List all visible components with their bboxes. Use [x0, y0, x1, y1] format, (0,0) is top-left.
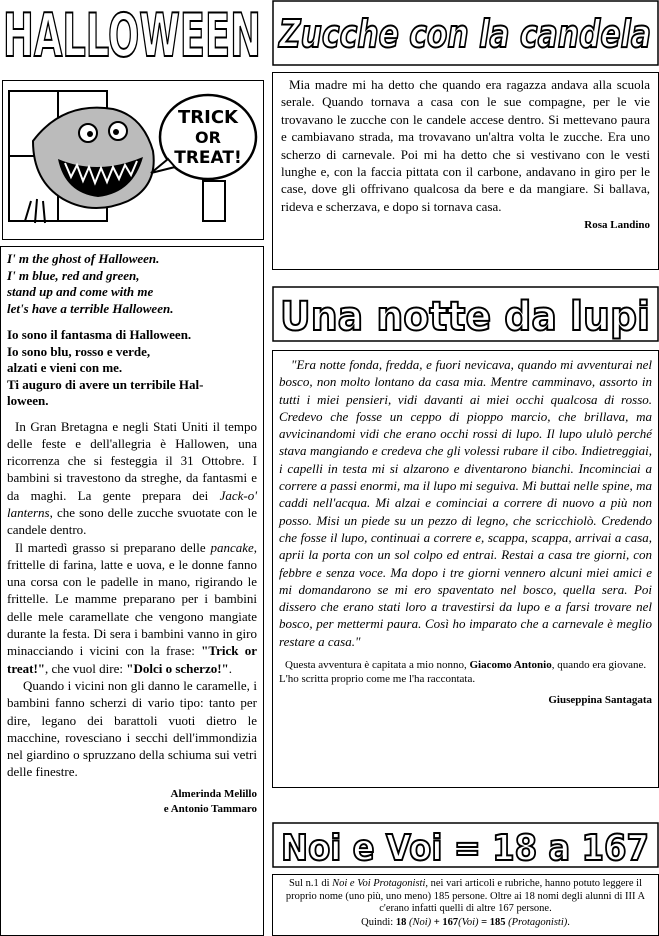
lupi-article — [272, 350, 659, 788]
poem-it-line: Io sono blu, rosso e verde, — [7, 343, 151, 359]
poem-it-line: alzati e vieni con me. — [7, 360, 123, 375]
poem-it-line: loween. — [7, 393, 49, 408]
paragraph-2: Il martedì grasso si preparano delle pancake, frittelle di farina, latte e uova, e le donne fanno una corsa con le padelle in mano, rigirando le frittelle. Le mamme preparano per i bambini delle mele caramellate che vengono mangiate durante la festa. Di sera i bambini vanno in giro minacciando i vicini con la frase: "Trick or treat!", che vuol dire: "Dolci o scherzo!". — [7, 539, 257, 676]
bubble-line3: TREAT! — [174, 148, 242, 168]
paragraph-3: Quando i vicini non gli danno le caramelle, i bambini fanno scherzi di vario tipo: tanto per dire, legano dei barattoli vuoti dietro le macchine, rovesciano i secchi dell'immondizia nel giardino o spruzzano della schiuma sui vetri delle finestre. — [7, 677, 257, 780]
monster-drawing — [3, 81, 263, 239]
zucche-text: Mia madre mi ha detto che quando era ragazza andava alla scuola serale. Quando tornava a casa con le sue compagne, per le vie trovavano le zucche con le candele accese dentro. Si mettevano paura e cambiavano strada, ma trovavano un'altra volta le zucche. Era uno scherzo di carnevale. Poi mi ha detto che si vestivano con le vesti lunghe e, con la faccia pittata con il carbone, andavano in giro per le case, dove gli offrivano qualcosa da bere e da mangiare. Si ballava, rideva e scherzava, e dopo si tornava casa. — [281, 77, 650, 214]
noievoi-formula: Quindi: 18 (Noi) + 167(Voi) = 185 (Protagonisti). — [361, 916, 570, 928]
poem-english — [7, 251, 257, 317]
poem-it-line: Ti auguro di avere un terribile Hal- — [7, 376, 204, 392]
halloween-illustration — [2, 80, 264, 240]
zucche-title — [272, 0, 659, 66]
halloween-title — [0, 0, 264, 71]
lupi-title — [272, 286, 659, 342]
poem-italian — [7, 327, 257, 410]
poem-en-line: let's have a terrible Halloween. — [7, 300, 174, 316]
noievoi-article — [272, 874, 659, 936]
noievoi-text: Sul n.1 di Noi e Voi Protagonisti, nei vari articoli e rubriche, hanno potuto leggere il proprio nome (uno più, uno meno) 185 persone. Oltre ai 18 nomi degli alunni di III A c'erano infatti quelli di altre 167 persone. — [285, 878, 646, 914]
paragraph-1: In Gran Bretagna e negli Stati Uniti il tempo delle feste e dell'allegria è Hallowen, una ricorrenza che si festeggia il 31 Ottobre. I bambini si travestono da streghe, da fantasmi e da maghi. La gente prepara dei Jack-o' lanterns, che sono delle zucche svuotate con le candele dentro. — [7, 418, 257, 538]
zucche-article — [272, 72, 659, 270]
lupi-title-text: Una notte da lupi — [280, 294, 650, 340]
left-authors: Almerinda Melillo e Antonio Tammaro — [163, 787, 257, 815]
left-article — [0, 246, 264, 936]
poem-en-line: stand up and come with me — [7, 284, 154, 299]
noievoi-title — [272, 822, 659, 868]
poem-en-line: I' m the ghost of Halloween. — [7, 251, 160, 266]
zucche-title-text: Zucche con la candela — [278, 12, 651, 56]
zucche-author: Rosa Landino — [584, 219, 650, 232]
lupi-story: "Era notte fonda, fredda, e fuori nevicava, quando mi avventurai nel bosco, non molto lontano da casa mia. Mentre camminavo, assorto in tutti i miei pensieri, vidi davanti ai miei occhi qualcosa di rosso. Credevo che fosse un ceppo di pioppo marcio, che brillava, ma avvicinandomi vidi che erano occhi rossi di lupo. Il lupo ululò perché stava mangiando e credeva che gli volessi rubare il cibo. Indietreggiai, i capelli in testa mi si alzarono e diventarono bianchi. Incominciai a correre a passi enormi, ma il lupo mi seguiva. Mi buttai nelle spine, ma caddi nell'acqua. Mi alzai e cominciai a correre di nuovo a più non posso. Misi un piede su un pezzo di legno, che scricchiolò. Credendo che fosse il lupo, continuai a correre e, scappa, scappa, arrivai a casa, aprii la porta con un sol colpo ed entrai. Restai a casa tre giorni, con febbre e senza voce. Ma dopo i tre giorni vennero alcuni miei amici e mi domandarono se mi ero spaventato nel bosco, quella sera. Poi dissero che erano stati loro a travestirsi da lupo e a farsi trovare nel bosco, per mettermi paura. Così ho imparato che a carnevale è meglio restare a casa." — [279, 357, 652, 649]
bubble-line2: OR — [195, 128, 221, 147]
poem-it-line: Io sono il fantasma di Halloween. — [7, 327, 192, 342]
lupi-author: Giuseppina Santagata — [548, 694, 652, 707]
bubble-line1: TRICK — [178, 107, 238, 128]
halloween-title-text: HALLOWEEN — [3, 1, 261, 71]
lupi-note: Questa avventura è capitata a mio nonno, Giacomo Antonio, quando era giovane. L'ho scritta proprio come me l'ha raccontata. — [279, 659, 647, 686]
poem-en-line: I' m blue, red and green, — [7, 267, 140, 283]
noievoi-title-text: Noi e Voi = 18 a 167 — [281, 828, 649, 869]
